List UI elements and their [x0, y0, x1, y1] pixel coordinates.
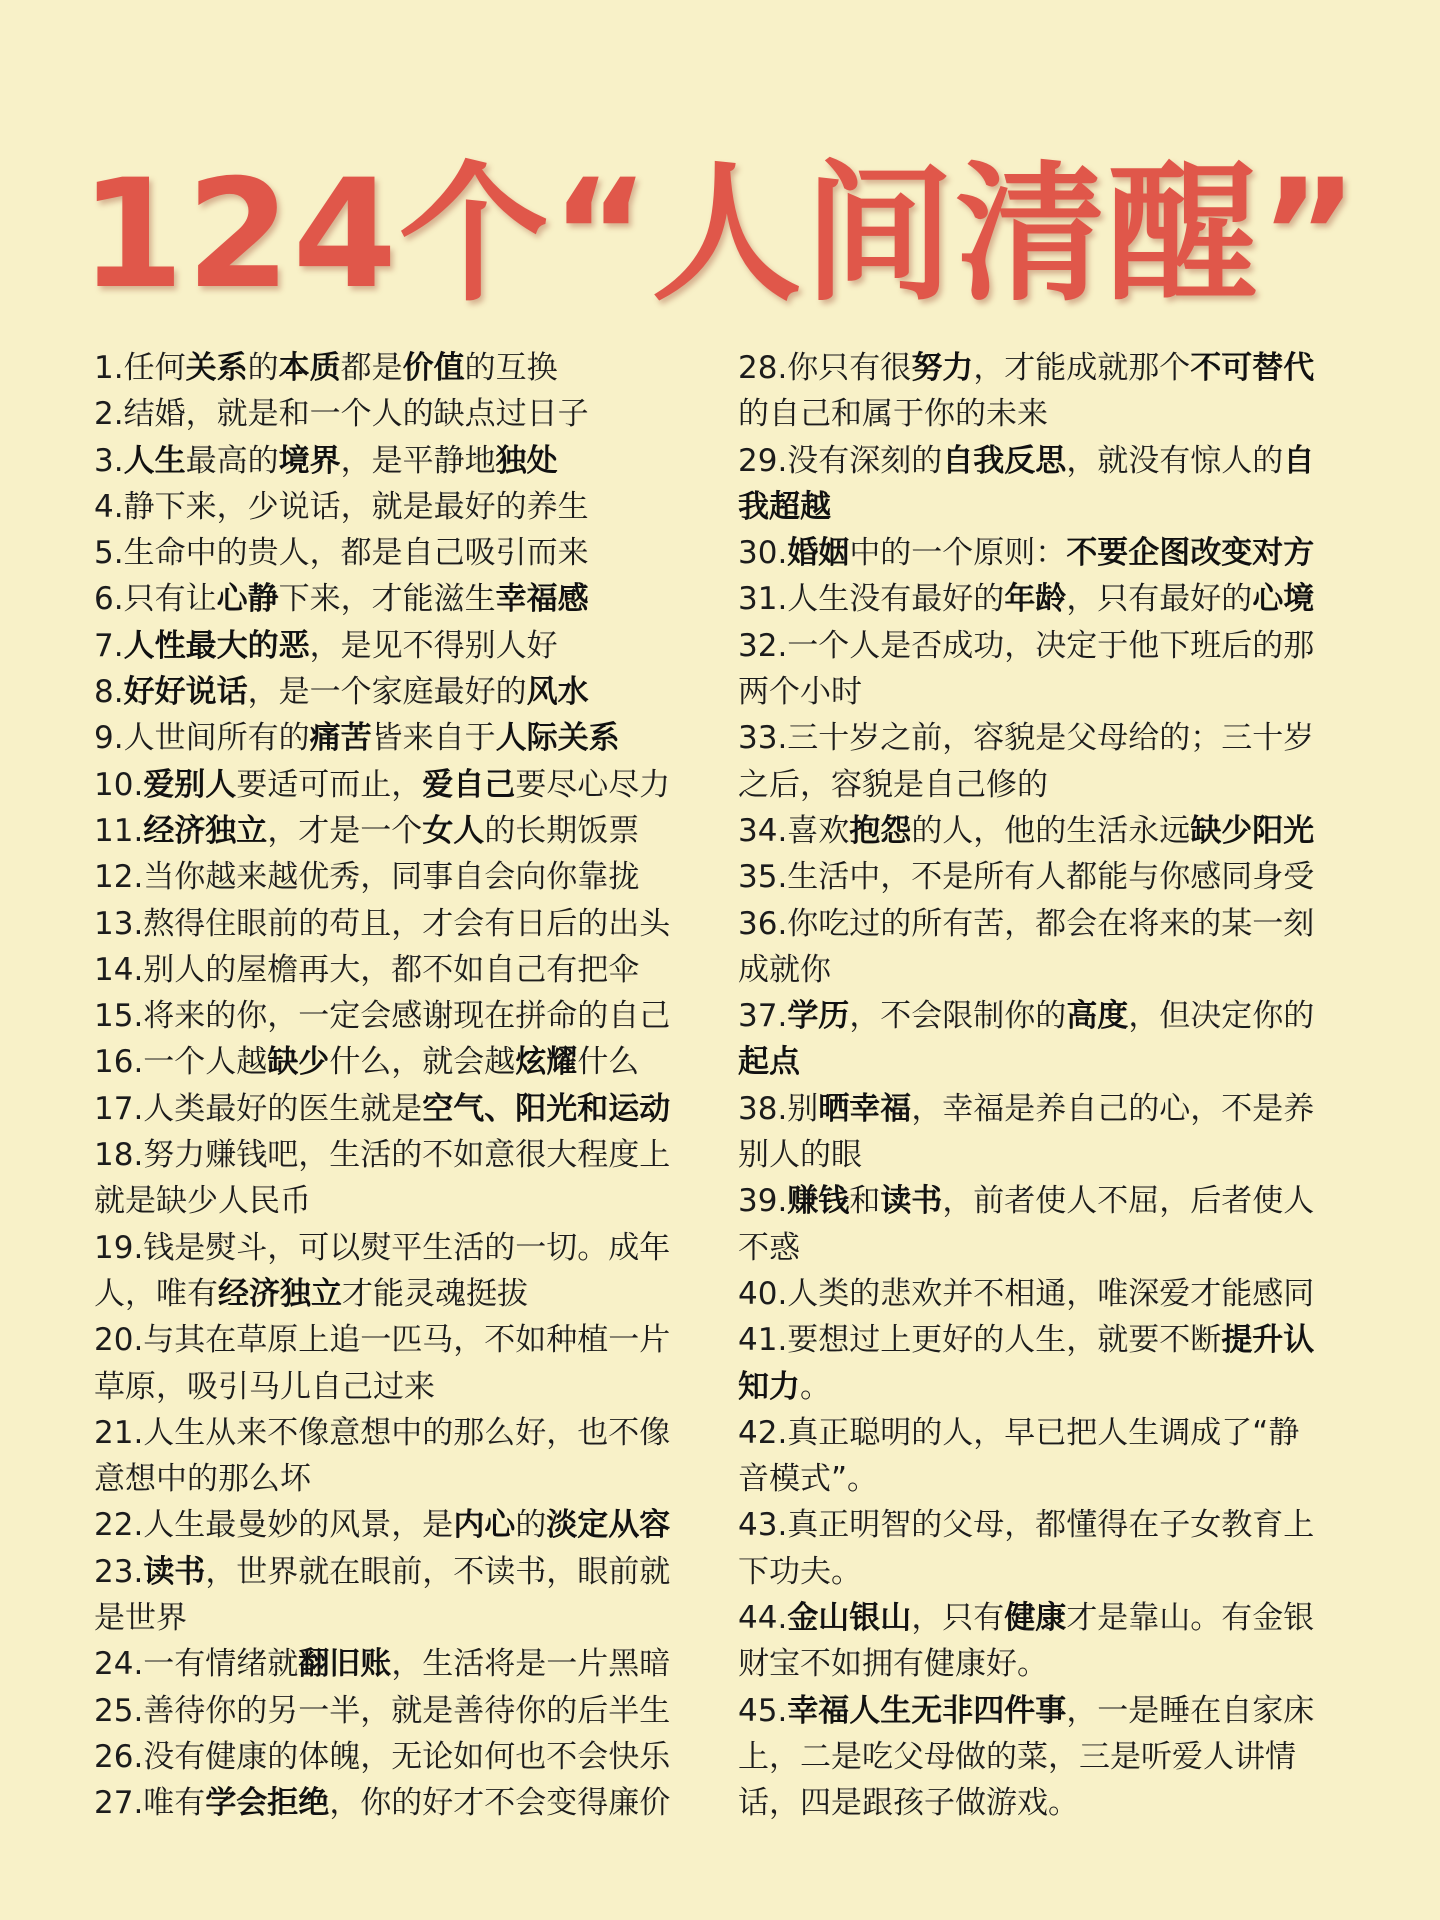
plain-text: 财宝不如拥有健康好。 — [738, 1646, 1048, 1683]
emphasis-text: 人性最大的恶 — [123, 627, 310, 664]
emphasis-text: 自 — [1283, 442, 1315, 479]
quote-line — [94, 1595, 714, 1641]
plain-text: 37. — [738, 998, 788, 1035]
plain-text: 草原，吸引马儿自己过来 — [94, 1368, 435, 1405]
emphasis-text: 爱自己 — [422, 766, 516, 803]
plain-text: 的人，他的生活永远 — [911, 812, 1191, 849]
plain-text: 之后，容貌是自己修的 — [738, 766, 1048, 803]
quote-line — [738, 1410, 1363, 1456]
plain-text: ，你的好才不会变得廉价 — [329, 1785, 671, 1822]
quote-line — [94, 1364, 714, 1410]
quote-line — [738, 993, 1363, 1039]
quote-line — [94, 1178, 714, 1224]
quote-line — [94, 1271, 714, 1317]
plain-text: 才是靠山。有金银 — [1066, 1600, 1315, 1637]
plain-text: 15.将来的你，一定会感谢现在拼命的自己 — [94, 998, 671, 1035]
quote-line — [738, 391, 1363, 437]
plain-text: 。 — [800, 1368, 831, 1405]
quote-line — [738, 715, 1363, 761]
quote-line — [94, 1410, 714, 1456]
plain-text: 39. — [738, 1183, 788, 1220]
plain-text: 24.一有情绪就 — [94, 1646, 299, 1683]
quote-line — [738, 1364, 1363, 1410]
quote-line — [94, 530, 714, 576]
quote-line — [738, 1225, 1363, 1271]
plain-text: 下功夫。 — [738, 1553, 862, 1590]
emphasis-text: 独处 — [495, 442, 558, 479]
quote-line — [738, 762, 1363, 808]
quote-line — [738, 1780, 1363, 1826]
emphasis-text: 爱别人 — [143, 766, 237, 803]
emphasis-text: 好好说话 — [123, 674, 248, 711]
emphasis-text: 努力 — [911, 350, 974, 386]
quote-line — [94, 947, 714, 993]
plain-text: 29.没有深刻的 — [738, 442, 943, 479]
plain-text: 和 — [849, 1183, 881, 1220]
quote-line — [738, 576, 1363, 622]
emphasis-text: 人际关系 — [495, 720, 620, 757]
plain-text: 20.与其在草原上追一匹马，不如种植一片 — [94, 1322, 671, 1359]
plain-text: 36.你吃过的所有苦，都会在将来的某一刻 — [738, 905, 1315, 942]
quote-line — [738, 1595, 1363, 1641]
quote-line — [738, 1502, 1363, 1548]
plain-text: 23. — [94, 1553, 144, 1590]
plain-text: 要适可而止， — [236, 766, 423, 803]
plain-text: ，只有 — [911, 1600, 1005, 1637]
plain-text: 19.钱是熨斗，可以熨平生活的一切。成年 — [94, 1229, 671, 1266]
plain-text: 什么 — [577, 1044, 640, 1081]
emphasis-text: 幸福感 — [495, 581, 589, 618]
emphasis-text: 淡定从容 — [546, 1507, 671, 1544]
emphasis-text: 幸福人生无非四件事 — [787, 1692, 1067, 1729]
quote-line — [94, 1502, 714, 1548]
quote-line — [738, 1039, 1363, 1085]
plain-text: 下来，才能滋生 — [278, 581, 496, 618]
quote-line — [738, 808, 1363, 854]
plain-text: 别人的眼 — [738, 1137, 862, 1174]
emphasis-text: 空气、阳光和运动 — [422, 1090, 671, 1127]
plain-text: 30. — [738, 535, 788, 572]
plain-text: 的 — [515, 1507, 547, 1544]
quote-line — [738, 1641, 1363, 1687]
emphasis-text: 心静 — [216, 581, 279, 618]
emphasis-text: 赚钱 — [787, 1183, 850, 1220]
quote-line — [738, 345, 1363, 391]
emphasis-text: 知力 — [738, 1368, 800, 1405]
plain-text: 34.喜欢 — [738, 812, 850, 849]
quote-line — [94, 576, 714, 622]
emphasis-text: 炫耀 — [515, 1044, 578, 1081]
emphasis-text: 读书 — [143, 1553, 206, 1590]
plain-text: 40.人类的悲欢并不相通，唯深爱才能感同 — [738, 1275, 1315, 1312]
quote-line — [738, 1132, 1363, 1178]
quote-line — [94, 1641, 714, 1687]
plain-text: ，才能成就那个 — [973, 350, 1191, 386]
plain-text: 33.三十岁之前，容貌是父母给的；三十岁 — [738, 720, 1315, 757]
quote-line — [738, 1688, 1363, 1734]
plain-text: ，是见不得别人好 — [309, 627, 558, 664]
plain-text: 10. — [94, 766, 144, 803]
quote-line — [94, 623, 714, 669]
emphasis-text: 自我反思 — [942, 442, 1067, 479]
emphasis-text: 经济独立 — [143, 812, 268, 849]
plain-text: 13.熬得住眼前的苟且，才会有日后的出头 — [94, 905, 671, 942]
emphasis-text: 境界 — [278, 442, 341, 479]
emphasis-text: 学会拒绝 — [205, 1785, 330, 1822]
emphasis-text: 内心 — [453, 1507, 516, 1544]
emphasis-text: 起点 — [738, 1044, 800, 1081]
plain-text: 28.你只有很 — [738, 350, 912, 386]
emphasis-text: 我超越 — [738, 488, 831, 525]
emphasis-text: 提升认 — [1221, 1322, 1315, 1359]
quote-line — [738, 669, 1363, 715]
plain-text: 25.善待你的另一半，就是善待你的后半生 — [94, 1692, 671, 1729]
plain-text: 31.人生没有最好的 — [738, 581, 1005, 618]
emphasis-text: 缺少 — [267, 1044, 330, 1081]
plain-text: ，前者使人不屈，后者使人 — [942, 1183, 1315, 1220]
plain-text: 要尽心尽力 — [515, 766, 671, 803]
poster-title: 124个“人间清醒” — [79, 148, 1361, 322]
quote-line — [94, 1734, 714, 1780]
plain-text: 45. — [738, 1692, 788, 1729]
plain-text: 的 — [247, 350, 279, 386]
emphasis-text: 缺少阳光 — [1190, 812, 1315, 849]
plain-text: 最高的 — [185, 442, 279, 479]
plain-text: ，只有最好的 — [1066, 581, 1253, 618]
plain-text: 才能灵魂挺拔 — [342, 1275, 528, 1312]
plain-text: 都是 — [340, 350, 403, 386]
quote-line — [94, 1549, 714, 1595]
quote-line — [738, 1734, 1363, 1780]
plain-text: ，幸福是养自己的心，不是养 — [911, 1090, 1315, 1127]
plain-text: 22.人生最曼妙的风景，是 — [94, 1507, 454, 1544]
quote-line — [94, 901, 714, 947]
plain-text: ，生活将是一片黑暗 — [391, 1646, 671, 1683]
plain-text: 1.任何 — [94, 350, 186, 386]
quote-line — [94, 715, 714, 761]
emphasis-text: 晒幸福 — [818, 1090, 912, 1127]
plain-text: 42.真正聪明的人，早已把人生调成了“静 — [738, 1414, 1300, 1451]
emphasis-text: 风水 — [526, 674, 589, 711]
quote-line — [94, 1039, 714, 1085]
quote-line — [94, 1456, 714, 1502]
plain-text: 8. — [94, 674, 124, 711]
plain-text: ，是平静地 — [340, 442, 496, 479]
quote-line — [94, 1086, 714, 1132]
plain-text: 17.人类最好的医生就是 — [94, 1090, 423, 1127]
quote-line — [94, 345, 714, 391]
emphasis-text: 经济独立 — [218, 1275, 342, 1312]
plain-text: 9.人世间所有的 — [94, 720, 310, 757]
quote-line — [738, 947, 1363, 993]
plain-text: 4.静下来，少说话，就是最好的养生 — [94, 488, 589, 525]
quote-line — [94, 854, 714, 900]
plain-text: 38.别 — [738, 1090, 819, 1127]
quote-line — [94, 808, 714, 854]
right-column — [738, 345, 1363, 1827]
plain-text: 意想中的那么坏 — [94, 1461, 311, 1498]
plain-text: 中的一个原则： — [849, 535, 1067, 572]
emphasis-text: 抱怨 — [849, 812, 912, 849]
plain-text: 27.唯有 — [94, 1785, 206, 1822]
plain-text: 两个小时 — [738, 674, 862, 711]
emphasis-text: 金山银山 — [787, 1600, 912, 1637]
plain-text: ，一是睡在自家床 — [1066, 1692, 1315, 1729]
emphasis-text: 价值 — [402, 350, 465, 386]
quote-line — [738, 1456, 1363, 1502]
plain-text: 21.人生从来不像意想中的那么好，也不像 — [94, 1414, 671, 1451]
plain-text: 就是缺少人民币 — [94, 1183, 311, 1220]
plain-text: 的自己和属于你的未来 — [738, 396, 1048, 433]
emphasis-text: 不可替代 — [1190, 350, 1315, 386]
plain-text: 上，二是吃父母做的菜，三是听爱人讲情 — [738, 1738, 1296, 1775]
emphasis-text: 改变对方 — [1190, 535, 1315, 572]
plain-text: 什么，就会越 — [329, 1044, 516, 1081]
emphasis-text: 本质 — [278, 350, 341, 386]
quote-line — [738, 1549, 1363, 1595]
quote-line — [94, 1688, 714, 1734]
plain-text: 话，四是跟孩子做游戏。 — [738, 1785, 1079, 1822]
quote-line — [94, 1780, 714, 1826]
plain-text: 音模式”。 — [738, 1461, 879, 1498]
plain-text: 3. — [94, 442, 124, 479]
plain-text: 11. — [94, 812, 144, 849]
quote-line — [94, 391, 714, 437]
plain-text: 人，唯有 — [94, 1275, 218, 1312]
plain-text: ，不会限制你的 — [849, 998, 1067, 1035]
plain-text: 5.生命中的贵人，都是自己吸引而来 — [94, 535, 589, 572]
quote-line — [94, 484, 714, 530]
quote-line — [94, 1132, 714, 1178]
emphasis-text: 年龄 — [1004, 581, 1067, 618]
emphasis-text: 读书 — [880, 1183, 943, 1220]
quote-line — [738, 530, 1363, 576]
quote-line — [94, 669, 714, 715]
plain-text: 43.真正明智的父母，都懂得在子女教育上 — [738, 1507, 1315, 1544]
emphasis-text: 不要企图 — [1066, 535, 1191, 572]
quote-line — [94, 762, 714, 808]
plain-text: 16.一个人越 — [94, 1044, 268, 1081]
left-column — [94, 345, 714, 1827]
plain-text: 2.结婚，就是和一个人的缺点过日子 — [94, 396, 589, 433]
plain-text: 12.当你越来越优秀，同事自会向你靠拢 — [94, 859, 640, 896]
quote-line — [738, 484, 1363, 530]
quote-line — [738, 901, 1363, 947]
plain-text: ，是一个家庭最好的 — [247, 674, 527, 711]
plain-text: 41.要想过上更好的人生，就要不断 — [738, 1322, 1222, 1359]
quote-line — [738, 1178, 1363, 1224]
plain-text: ，世界就在眼前，不读书，眼前就 — [205, 1553, 671, 1590]
emphasis-text: 痛苦 — [309, 720, 372, 757]
emphasis-text: 心境 — [1252, 581, 1315, 618]
quote-line — [738, 1086, 1363, 1132]
plain-text: 皆来自于 — [371, 720, 496, 757]
plain-text: 的互换 — [464, 350, 558, 386]
emphasis-text: 翻旧账 — [298, 1646, 392, 1683]
quote-line — [738, 438, 1363, 484]
plain-text: 26.没有健康的体魄，无论如何也不会快乐 — [94, 1738, 671, 1775]
plain-text: 32.一个人是否成功，决定于他下班后的那 — [738, 627, 1315, 664]
quote-line — [94, 1225, 714, 1271]
quote-line — [94, 993, 714, 1039]
quote-line — [738, 1317, 1363, 1363]
plain-text: 35.生活中，不是所有人都能与你感同身受 — [738, 859, 1315, 896]
emphasis-text: 婚姻 — [787, 535, 850, 572]
emphasis-text: 高度 — [1066, 998, 1129, 1035]
plain-text: 7. — [94, 627, 124, 664]
plain-text: 成就你 — [738, 951, 831, 988]
quote-line — [94, 1317, 714, 1363]
plain-text: ，才是一个 — [267, 812, 423, 849]
quote-line — [738, 1271, 1363, 1317]
emphasis-text: 健康 — [1004, 1600, 1067, 1637]
plain-text: 的长期饭票 — [484, 812, 640, 849]
plain-text: 不惑 — [738, 1229, 800, 1266]
quote-line — [738, 854, 1363, 900]
emphasis-text: 人生 — [123, 442, 186, 479]
plain-text: ，但决定你的 — [1128, 998, 1315, 1035]
quote-line — [738, 623, 1363, 669]
plain-text: 是世界 — [94, 1600, 187, 1637]
plain-text: 14.别人的屋檐再大，都不如自己有把伞 — [94, 951, 640, 988]
plain-text: ，就没有惊人的 — [1066, 442, 1284, 479]
plain-text: 18.努力赚钱吧，生活的不如意很大程度上 — [94, 1137, 671, 1174]
quote-line — [94, 438, 714, 484]
emphasis-text: 学历 — [787, 998, 850, 1035]
emphasis-text: 女人 — [422, 812, 485, 849]
emphasis-text: 关系 — [185, 350, 248, 386]
plain-text: 6.只有让 — [94, 581, 217, 618]
plain-text: 44. — [738, 1600, 788, 1637]
